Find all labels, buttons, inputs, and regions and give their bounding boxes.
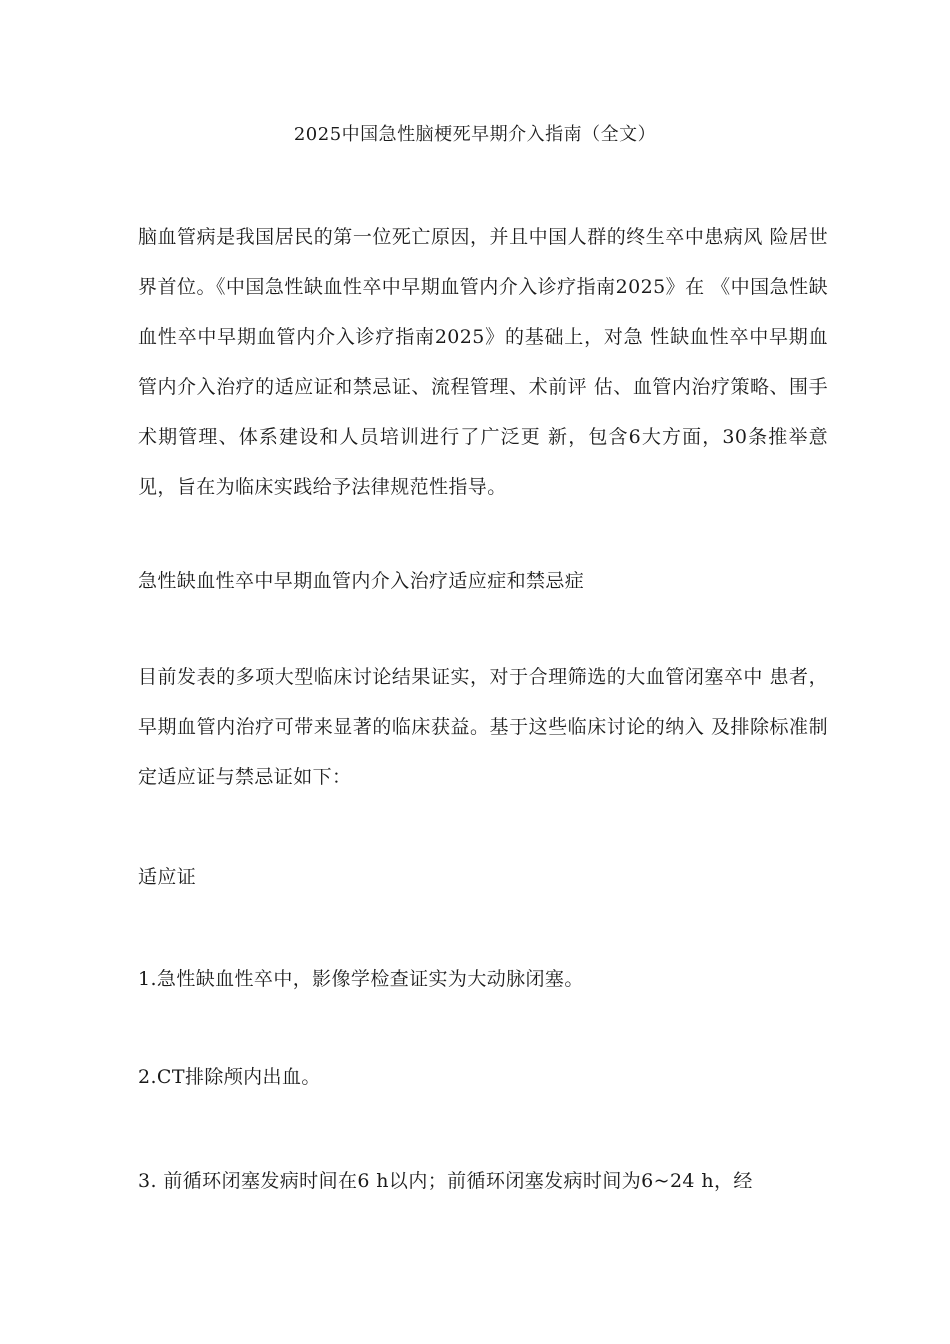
document-title: 2025中国急性脑梗死早期介入指南（全文）: [293, 124, 657, 145]
section-heading: 急性缺血性卒中早期血管内介入治疗适应症和禁忌症: [138, 570, 585, 592]
list-item: 1.急性缺血性卒中，影像学检查证实为大动脉闭塞。: [138, 968, 584, 990]
list-item: 2.CT排除颅内出血。: [138, 1066, 321, 1088]
indications-heading: 适应证: [138, 866, 197, 888]
section-paragraph: 目前发表的多项大型临床讨论结果证实，对于合理筛选的大血管闭塞卒中 患者，早期血管内治疗可带来显著的临床获益。基于这些临床讨论的纳入 及排除标准制定适应证与禁忌证如下：: [138, 666, 828, 788]
intro-paragraph: 脑血管病是我国居民的第一位死亡原因，并且中国人群的终生卒中患病风 险居世界首位。《中国急性缺血性卒中早期血管内介入诊疗指南2025》在 《中国急性缺血性卒中早期血管内介入诊疗指南2025》的基础上，对急 性缺血性卒中早期血管内介入治疗的适应证和禁忌证、流程管理、术前评 估、血管内治疗策略、围手术期管理、体系建设和人员培训进行了广泛更 新，包含6大方面，30条推举意见，旨在为临床实践给予法律规范性指导。: [138, 226, 828, 498]
list-item: 3. 前循环闭塞发病时间在6 h以内；前循环闭塞发病时间为6~24 h，经: [138, 1170, 753, 1192]
